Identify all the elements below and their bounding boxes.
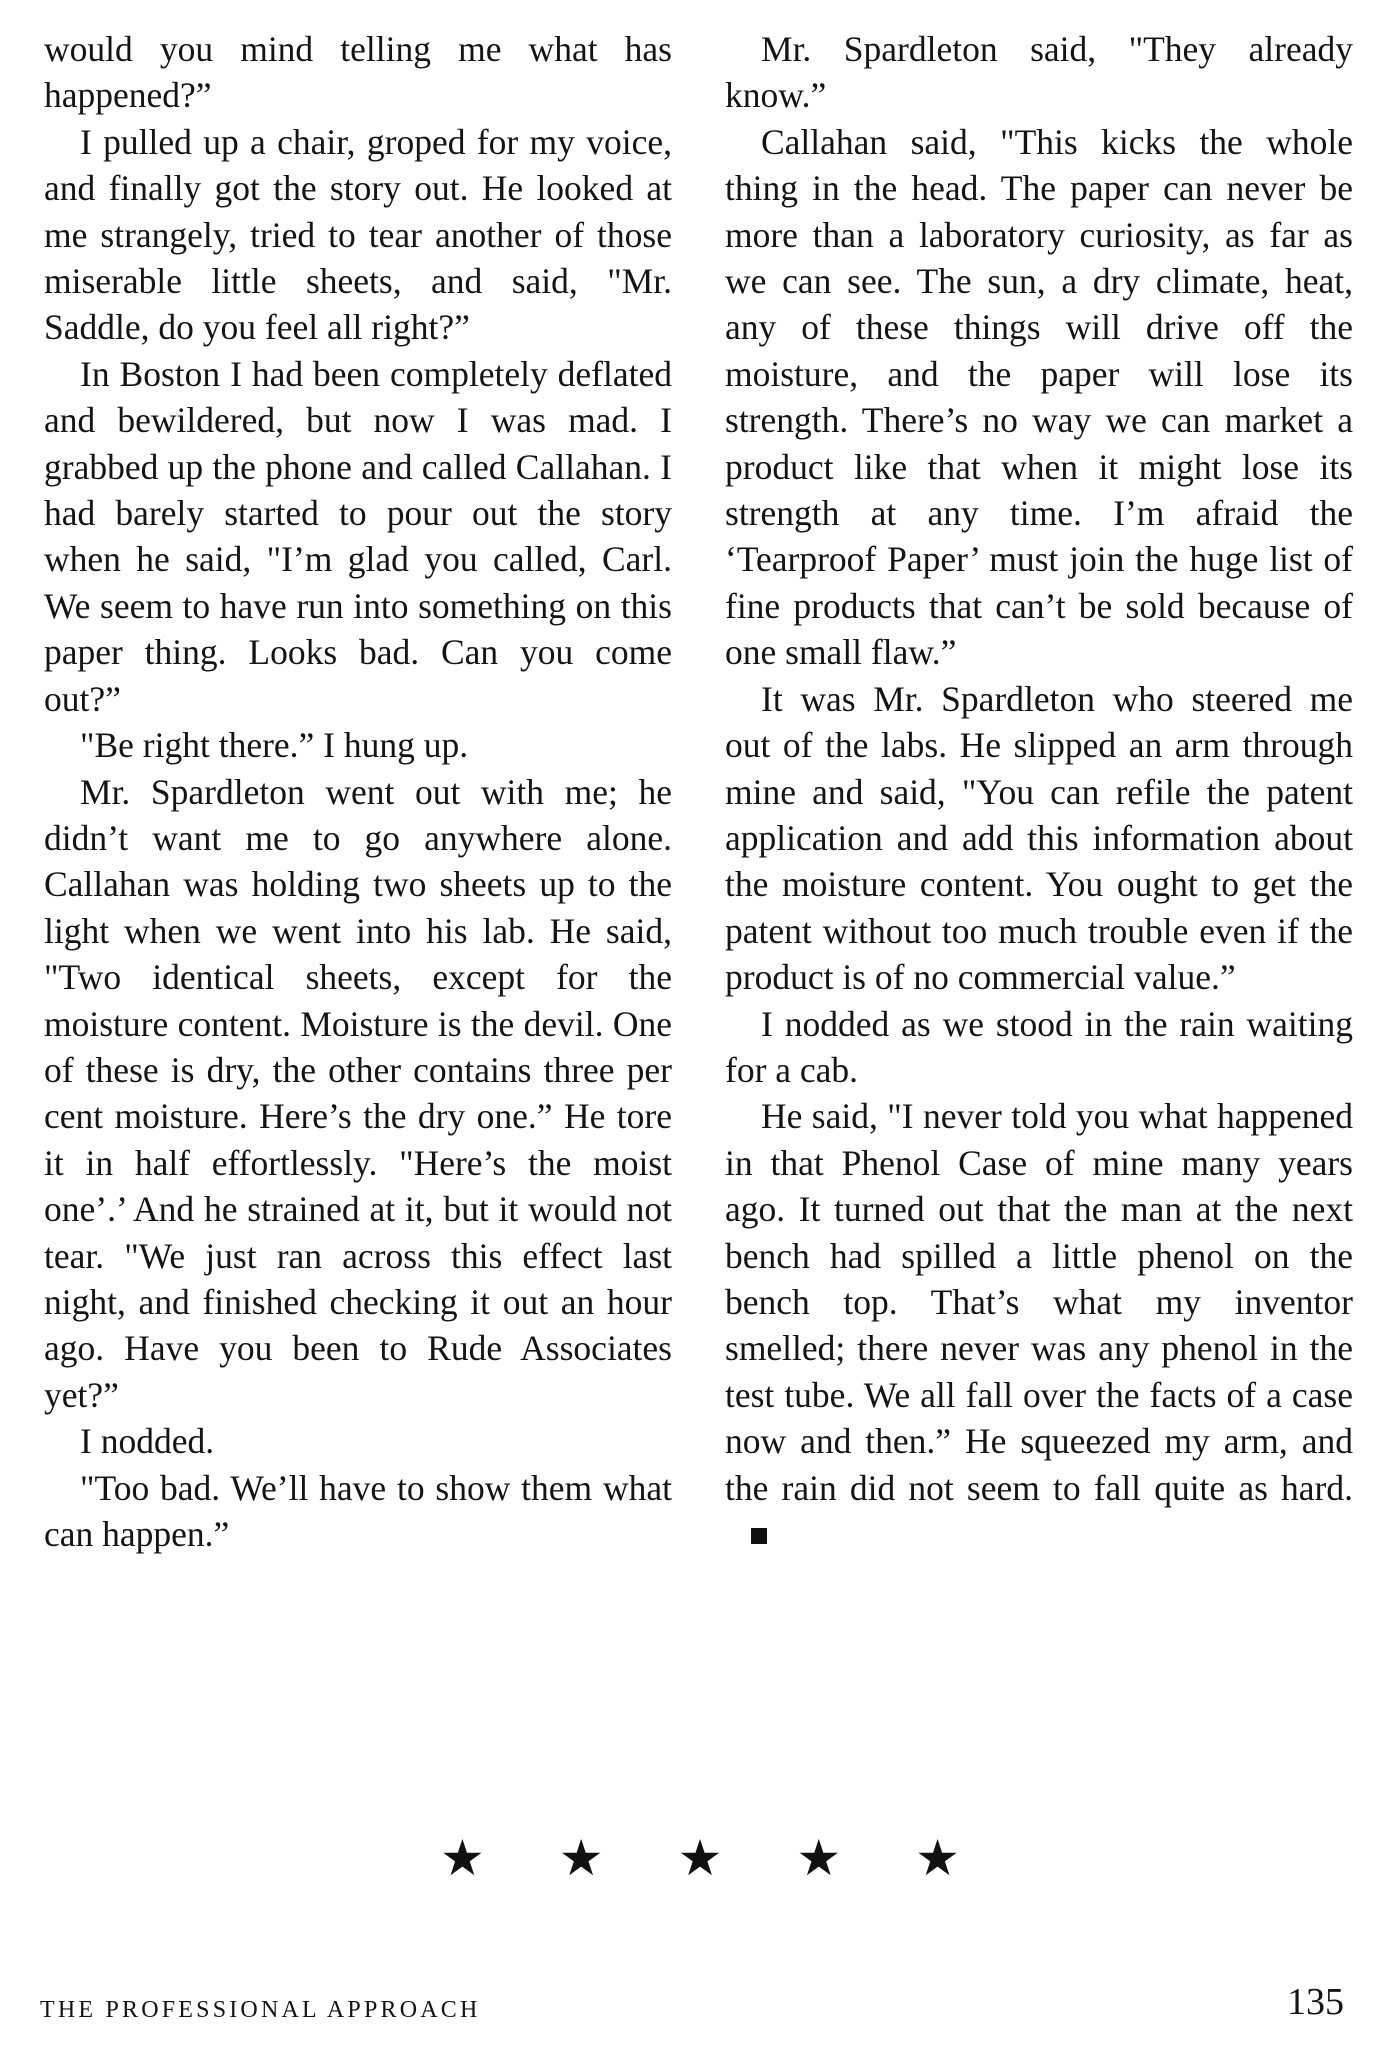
paragraph: It was Mr. Spardleton who steered me out of the labs. He slipped an arm through mine and said, "You can refile the patent application and add this information about the moisture content. You ought to get the patent without too much trouble even if the product is of no commercial value.” bbox=[725, 678, 1353, 998]
end-of-article-mark bbox=[751, 1528, 767, 1544]
star-icon: ★ bbox=[440, 1829, 485, 1887]
paragraph: would you mind telling me what has happened?” bbox=[44, 29, 672, 116]
paragraph-text: He said, "I never told you what happened in that Phenol Case of mine many years ago. It turned out that the man at the next bench had spilled a little phenol on the bench top. That’s what my inventor smelled; there never was any phenol in the test tube. We all fall over the facts of a case now and then.” He squeezed my arm, and the rain did not seem to fall quite as hard. bbox=[725, 1096, 1353, 1508]
final-paragraph bbox=[725, 1093, 1353, 1557]
paragraph: "Be right there.” I hung up. bbox=[80, 725, 469, 766]
star-icon: ★ bbox=[558, 1829, 604, 1887]
paragraph: I pulled up a chair, groped for my voice, and finally got the story out. He looked at me strangely, tried to tear another of those miserable little sheets, and said, "Mr. Saddle, do you feel all right?” bbox=[44, 121, 672, 348]
star-icon: ★ bbox=[796, 1829, 842, 1887]
paragraph: In Boston I had been completely deflated and bewildered, but now I was mad. I grabbed up the phone and called Callahan. I had barely started to pour out the story when he said, "I’m glad you called, Carl. We seem to have run into something on this paper thing. Looks bad. Can you come out?” bbox=[44, 353, 672, 719]
paragraph: Mr. Spardleton went out with me; he didn’t want me to go anywhere alone. Callahan was holding two sheets up to the light when we went into his lab. He said, "Two identical sheets, except for the moisture content. Moisture is the devil. One of these is dry, the other contains three per cent moisture. Here’s the dry one.” He tore it in half effortlessly. "Here’s the moist one’.’ And he strained at it, but it would not tear. "We just ran across this effect last night, and finished checking it out an hour ago. Have you been to Rude Associates yet?” bbox=[44, 771, 672, 1415]
page-number: 135 bbox=[1287, 1981, 1344, 2023]
running-title: THE PROFESSIONAL APPROACH bbox=[40, 1997, 481, 2023]
left-column bbox=[44, 26, 672, 1557]
paragraph: I nodded. bbox=[80, 1421, 215, 1462]
star-icon: ★ bbox=[677, 1829, 723, 1887]
star-separator bbox=[440, 1828, 960, 1888]
paragraph: Mr. Spardleton said, "They already know.” bbox=[725, 29, 1353, 116]
star-icon: ★ bbox=[915, 1829, 960, 1887]
paragraph: Callahan said, "This kicks the whole thing in the head. The paper can never be more than a laboratory curiosity, as far as we can see. The sun, a dry climate, heat, any of these things will drive off the moisture, and the paper will lose its strength. There’s no way we can market a product like that when it might lose its strength at any time. I’m afraid the ‘Tearproof Paper’ must join the huge list of fine products that can’t be sold because of one small flaw.” bbox=[725, 121, 1353, 673]
paragraph: "Too bad. We’ll have to show them what can happen.” bbox=[44, 1467, 672, 1554]
paragraph: I nodded as we stood in the rain waiting for a cab. bbox=[725, 1003, 1353, 1090]
right-column bbox=[725, 26, 1353, 1557]
